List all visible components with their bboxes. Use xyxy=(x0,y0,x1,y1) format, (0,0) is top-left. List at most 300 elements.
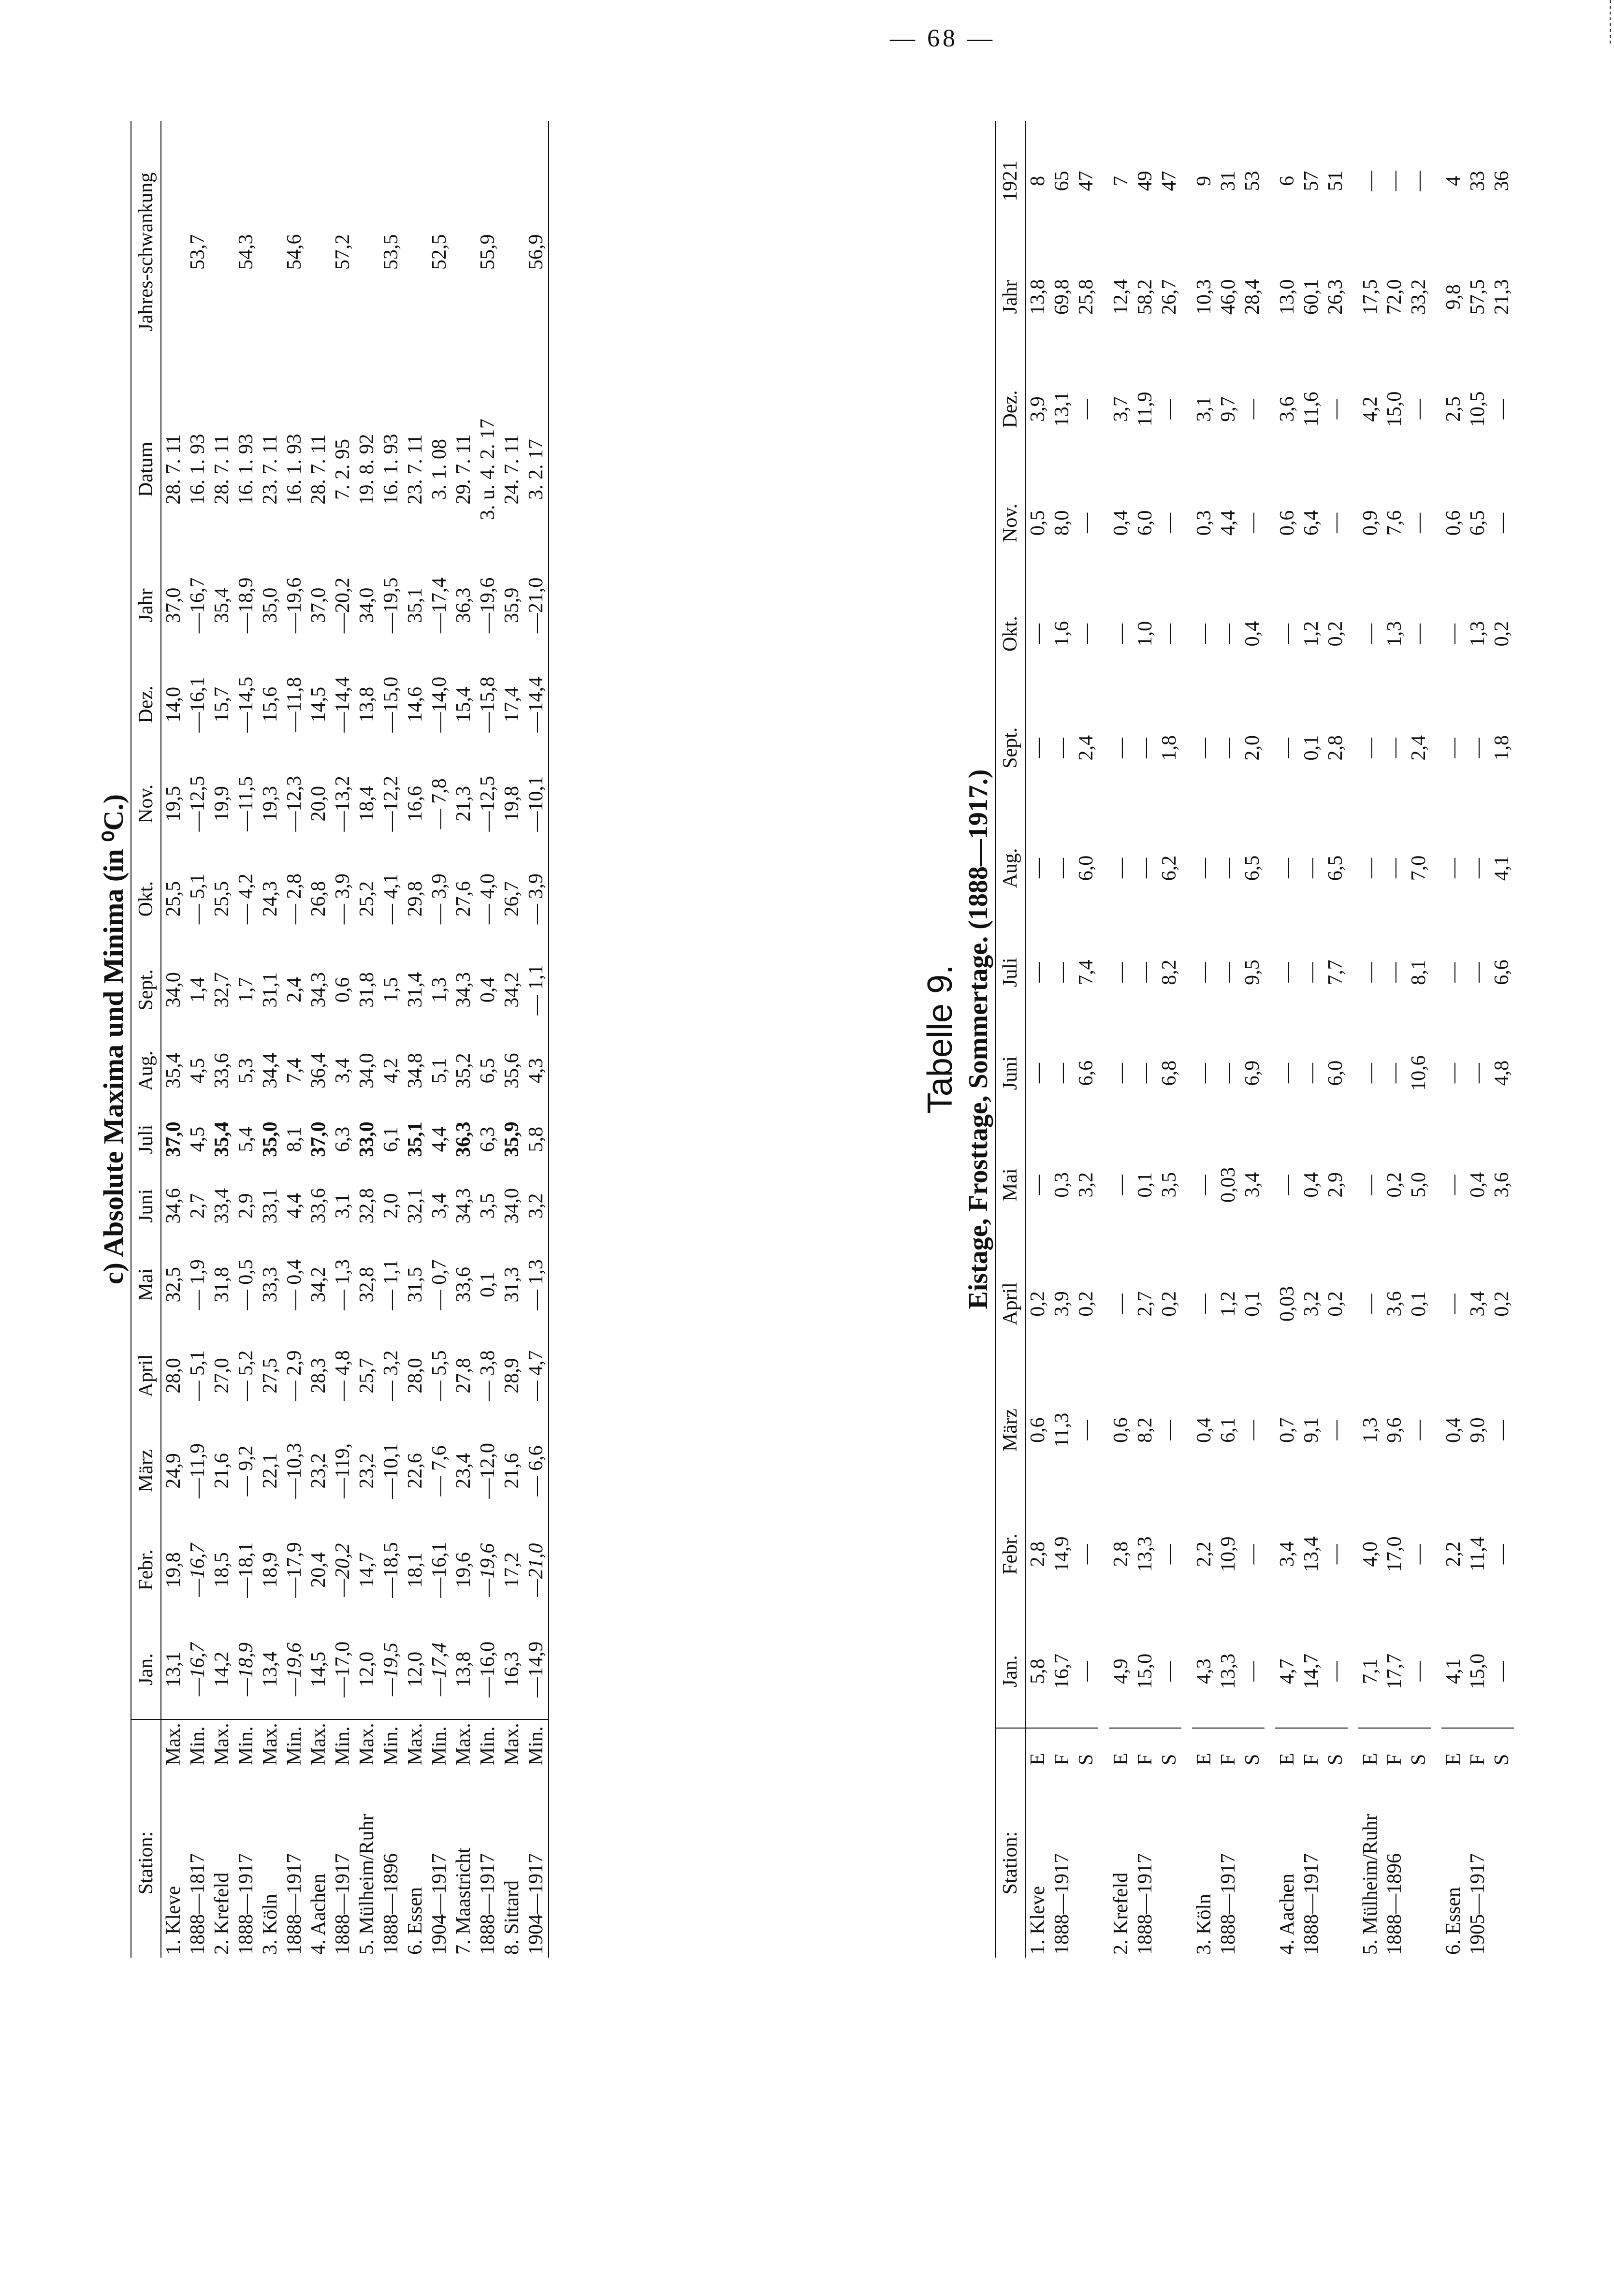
value-cell: 11,4 xyxy=(1467,1537,1489,1572)
value-cell: 0,6 xyxy=(1276,510,1298,536)
value-cell: 33,0 xyxy=(356,1121,378,1157)
table-row xyxy=(524,121,549,1958)
kind-cell: E xyxy=(1110,1753,1132,1765)
value-cell: — 2,8 xyxy=(283,873,305,925)
value-cell: 9,7 xyxy=(1217,396,1239,422)
value-cell: 2,7 xyxy=(187,1193,209,1219)
value-cell: — xyxy=(1383,962,1406,983)
value-cell: — xyxy=(1193,738,1215,758)
value-cell: — xyxy=(1324,1544,1347,1565)
value-cell: 47 xyxy=(1158,171,1180,191)
value-cell: 0,6 xyxy=(1027,1417,1049,1443)
value-cell: 15,4 xyxy=(452,686,475,723)
value-cell: 1,8 xyxy=(1158,735,1180,761)
value-cell: — xyxy=(1359,1293,1381,1314)
value-cell: 49 xyxy=(1134,171,1156,191)
value-cell: — xyxy=(1134,858,1156,878)
value-cell: —12,0 xyxy=(477,1443,499,1499)
value-cell: 8,0 xyxy=(1051,510,1073,536)
value-cell: — xyxy=(1193,1293,1215,1314)
value-cell: 53 xyxy=(1241,171,1264,191)
value-cell: 3,4 xyxy=(1276,1541,1298,1567)
gap-cell xyxy=(1431,121,1441,1958)
value-cell: 15,0 xyxy=(1466,1615,1490,1728)
value-cell: —18,5 xyxy=(380,1542,402,1598)
value-cell: — xyxy=(1359,858,1381,878)
group-gap xyxy=(1265,121,1275,1958)
value-cell: 8,2 xyxy=(1158,959,1180,985)
table-row xyxy=(1133,121,1157,1958)
value-cell: 34,4 xyxy=(259,1053,281,1089)
value-cell: 0,1 xyxy=(1241,1291,1264,1317)
value-cell: 13,3 xyxy=(1134,1536,1156,1572)
value-cell: 37,0 xyxy=(307,1121,330,1157)
value-cell: 1,3 xyxy=(1383,621,1406,647)
value-cell: —20,2 xyxy=(332,577,354,634)
value-cell: 5,1 xyxy=(428,1058,451,1084)
value-cell: 6,2 xyxy=(1158,855,1180,881)
value-cell: 31,3 xyxy=(501,1266,523,1303)
value-cell: 4,5 xyxy=(187,1126,209,1152)
value-cell: 4,4 xyxy=(428,1126,451,1152)
value-cell: 36,3 xyxy=(452,1121,475,1157)
table9-section xyxy=(918,121,1525,1958)
value-cell: 35,1 xyxy=(404,1121,426,1157)
value-cell: — xyxy=(1491,399,1513,420)
value-cell: — 5,1 xyxy=(187,873,209,925)
table-row xyxy=(234,121,258,1958)
value-cell: — xyxy=(1300,1063,1323,1084)
value-cell: 33,6 xyxy=(307,1188,330,1224)
value-cell: 0,6 xyxy=(332,977,354,1003)
value-cell: —12,5 xyxy=(187,776,209,832)
station-cell: 1888—1917 xyxy=(1217,1853,1239,1955)
kind-cell: E xyxy=(1276,1753,1298,1765)
value-cell: — xyxy=(1276,1175,1298,1195)
station-cell: 1888—1917 xyxy=(332,1853,354,1955)
value-cell: 6,4 xyxy=(1300,510,1323,536)
table-row xyxy=(1299,121,1323,1958)
value-cell: 16. 1. 93 xyxy=(187,434,209,505)
value-cell: 33,2 xyxy=(1408,279,1430,315)
value-cell: 33,3 xyxy=(259,1266,281,1303)
kind-cell: Max. xyxy=(211,1723,233,1765)
value-cell: 6,5 xyxy=(1241,855,1264,881)
value-cell: 13,8 xyxy=(1027,279,1049,315)
value-cell: 0,2 xyxy=(1324,1291,1347,1317)
value-cell: 2,4 xyxy=(283,977,305,1003)
value-cell: 2,8 xyxy=(1027,1541,1049,1567)
gap-cell xyxy=(1098,121,1109,1958)
value-cell: 8,1 xyxy=(283,1126,305,1152)
value-cell: — xyxy=(1241,1544,1264,1565)
value-cell: — xyxy=(1408,624,1430,644)
value-cell: 3,4 xyxy=(1467,1291,1489,1317)
value-cell: — xyxy=(1491,512,1513,533)
value-cell: 47 xyxy=(1075,171,1097,191)
value-cell: 3,2 xyxy=(524,1173,549,1239)
value-cell: 24. 7. 11 xyxy=(501,434,523,505)
value-cell: — xyxy=(1027,624,1049,644)
value-cell: — 3,9 xyxy=(524,853,549,944)
value-cell: —16,7 xyxy=(186,1620,210,1720)
value-cell: —11,8 xyxy=(283,677,305,732)
column-header: Sept. xyxy=(995,687,1025,809)
table-row xyxy=(451,121,476,1958)
value-cell: 34,0 xyxy=(356,587,378,624)
kind-cell: Max. xyxy=(356,1723,378,1765)
value-cell: — xyxy=(1300,858,1323,878)
value-cell: 4,1 xyxy=(1441,1615,1466,1728)
page-number: — 68 — xyxy=(890,25,995,52)
column-header: 1921 xyxy=(995,121,1025,241)
value-cell: 16,3 xyxy=(500,1620,524,1720)
value-cell: 3,4 xyxy=(332,1058,354,1084)
value-cell: 20,4 xyxy=(307,1552,330,1588)
value-cell: —17,4 xyxy=(428,577,451,634)
value-cell: 1,3 xyxy=(428,977,451,1003)
value-cell: — xyxy=(1158,1420,1180,1440)
value-cell: — xyxy=(1193,962,1215,983)
swing-cell xyxy=(403,121,427,383)
value-cell: 27,8 xyxy=(452,1358,475,1394)
value-cell: — xyxy=(1467,1063,1489,1084)
value-cell: — xyxy=(1051,962,1073,983)
value-cell: 26,7 xyxy=(501,881,523,917)
value-cell: 19. 8. 92 xyxy=(356,434,378,505)
value-cell: 6,5 xyxy=(1467,510,1489,536)
table-row xyxy=(258,121,282,1958)
value-cell: 1,5 xyxy=(380,977,402,1003)
value-cell: — 1,3 xyxy=(332,1259,354,1310)
value-cell: 36,4 xyxy=(307,1053,330,1089)
swing-cell: 53,5 xyxy=(380,234,402,270)
value-cell: 1,0 xyxy=(1134,621,1156,647)
table-row xyxy=(306,121,331,1958)
value-cell: 37,0 xyxy=(162,1121,185,1157)
station-cell xyxy=(1157,1768,1181,1958)
value-cell: 27,6 xyxy=(452,881,475,917)
value-cell: 6,0 xyxy=(1075,855,1097,881)
value-cell: 36 xyxy=(1491,171,1513,191)
value-cell: 21,3 xyxy=(1491,279,1513,315)
value-cell: 0,2 xyxy=(1383,1172,1406,1198)
value-cell: — 0,5 xyxy=(235,1259,257,1310)
value-cell: —19,6 xyxy=(282,1620,306,1720)
value-cell: 14,9 xyxy=(1051,1536,1073,1572)
value-cell: 0,6 xyxy=(1442,510,1465,536)
group-gap xyxy=(1514,121,1525,1958)
value-cell: 14,7 xyxy=(356,1552,378,1588)
value-cell: 6,5 xyxy=(477,1058,499,1084)
value-cell: — 7,8 xyxy=(428,778,451,829)
value-cell: — xyxy=(1276,738,1298,758)
value-cell: 28,4 xyxy=(1241,279,1264,315)
value-cell: 28,9 xyxy=(501,1358,523,1394)
swing-cell xyxy=(306,121,331,383)
value-cell: — xyxy=(1442,738,1465,758)
value-cell: 0,2 xyxy=(1491,621,1513,647)
value-cell: — xyxy=(1276,858,1298,878)
value-cell: — xyxy=(1217,858,1239,878)
table-row xyxy=(1323,121,1348,1958)
value-cell: 28,3 xyxy=(307,1358,330,1394)
value-cell: 2,0 xyxy=(380,1193,402,1219)
station-cell: 1888—1896 xyxy=(380,1853,402,1955)
swing-cell: 54,3 xyxy=(235,234,257,270)
kind-cell: Max. xyxy=(404,1723,426,1765)
value-cell: 33,4 xyxy=(211,1188,233,1224)
value-cell: — xyxy=(1408,1420,1430,1440)
column-header xyxy=(131,1720,161,1769)
value-cell: 3,1 xyxy=(332,1193,354,1219)
value-cell: 24,9 xyxy=(162,1453,185,1489)
value-cell: — xyxy=(1193,1175,1215,1195)
swing-cell xyxy=(258,121,282,383)
value-cell: 32,7 xyxy=(211,972,233,1008)
value-cell: — xyxy=(1383,1063,1406,1084)
value-cell: 22,6 xyxy=(404,1453,426,1489)
value-cell: 4,9 xyxy=(1109,1615,1133,1728)
value-cell: — xyxy=(1359,962,1381,983)
value-cell: 0,9 xyxy=(1359,510,1381,536)
kind-cell: Min. xyxy=(187,1726,209,1765)
station-cell: 5. Mülheim/Ruhr xyxy=(1359,1814,1381,1955)
table-row xyxy=(1275,121,1299,1958)
value-cell: 1,3 xyxy=(1467,621,1489,647)
column-header: Mai xyxy=(995,1129,1025,1241)
table-row xyxy=(1025,121,1050,1958)
value-cell: 9,0 xyxy=(1467,1417,1489,1443)
value-cell: 4,2 xyxy=(1359,396,1381,422)
swing-cell: 56,9 xyxy=(524,121,549,383)
value-cell: — xyxy=(1359,171,1381,191)
value-cell: — xyxy=(1467,858,1489,878)
station-cell xyxy=(1490,1768,1514,1958)
table9-subtitle: Eistage, Frosttage, Sommertage. (1888—1917.) xyxy=(963,769,993,1309)
table-row xyxy=(427,121,451,1958)
value-cell: 16. 1. 93 xyxy=(380,434,402,505)
value-cell: 14,6 xyxy=(404,686,426,723)
column-header: Okt. xyxy=(131,853,161,944)
gap-cell xyxy=(1181,121,1192,1958)
value-cell: 16,6 xyxy=(404,786,426,822)
value-cell: —19,6 xyxy=(477,577,499,634)
value-cell: 0,2 xyxy=(1027,1291,1049,1317)
value-cell: — xyxy=(1158,1544,1180,1565)
value-cell: — xyxy=(1383,738,1406,758)
value-cell: 25,5 xyxy=(162,881,185,917)
value-cell: —119, xyxy=(332,1443,354,1498)
value-cell: 0,2 xyxy=(1491,1291,1513,1317)
table-row xyxy=(1192,121,1216,1958)
kind-cell: S xyxy=(1075,1754,1097,1765)
value-cell: 10,3 xyxy=(1193,279,1215,315)
value-cell: — xyxy=(1158,512,1180,533)
value-cell: 0,2 xyxy=(1324,621,1347,647)
value-cell: 3,6 xyxy=(1491,1172,1513,1198)
column-header: Mai xyxy=(131,1239,161,1330)
value-cell: — 6,6 xyxy=(524,1421,549,1520)
swing-cell xyxy=(451,121,476,383)
value-cell: — 3,9 xyxy=(332,873,354,925)
column-header: Jahr xyxy=(131,556,161,655)
value-cell: —15,0 xyxy=(380,676,402,733)
value-cell: 18,5 xyxy=(211,1552,233,1588)
value-cell: 4,7 xyxy=(1275,1615,1299,1728)
swing-cell: 52,5 xyxy=(428,234,451,270)
value-cell: 26,3 xyxy=(1324,279,1347,315)
value-cell: 26,8 xyxy=(307,881,330,917)
value-cell: 26,7 xyxy=(1158,279,1180,315)
kind-cell: F xyxy=(1217,1754,1239,1765)
value-cell: —10,1 xyxy=(380,1443,402,1499)
value-cell: — xyxy=(1051,738,1073,758)
value-cell: 1,3 xyxy=(1359,1417,1381,1443)
value-cell: 37,0 xyxy=(162,587,185,624)
value-cell: 18,4 xyxy=(356,786,378,822)
value-cell: — xyxy=(1240,1615,1265,1728)
value-cell: —18,9 xyxy=(234,1620,258,1720)
value-cell: 33,1 xyxy=(259,1188,281,1224)
value-cell: 5,0 xyxy=(1408,1172,1430,1198)
kind-cell: Max. xyxy=(452,1723,475,1765)
value-cell: — xyxy=(1051,858,1073,878)
column-header: Jan. xyxy=(131,1620,161,1720)
column-header: Jan. xyxy=(995,1615,1025,1728)
value-cell: 2,8 xyxy=(1324,735,1347,761)
value-cell: 17,0 xyxy=(1383,1536,1406,1572)
value-cell: — 0,7 xyxy=(428,1259,451,1310)
value-cell: —12,5 xyxy=(477,776,499,832)
station-cell: 1888—1917 xyxy=(1300,1853,1323,1955)
column-header: März xyxy=(995,1367,1025,1493)
value-cell: 4,2 xyxy=(380,1058,402,1084)
value-cell: — 0,4 xyxy=(283,1259,305,1310)
value-cell: — xyxy=(1134,962,1156,983)
value-cell: 6,5 xyxy=(1324,855,1347,881)
value-cell: 34,0 xyxy=(356,1053,378,1089)
value-cell: 0,1 xyxy=(1300,735,1323,761)
table-row xyxy=(210,121,234,1958)
value-cell: — xyxy=(1408,171,1430,191)
value-cell: 2,0 xyxy=(1241,735,1264,761)
value-cell: — xyxy=(1134,1063,1156,1084)
table-row xyxy=(1074,121,1098,1958)
frost-days-table xyxy=(995,121,1525,1958)
value-cell: 0,7 xyxy=(1276,1417,1298,1443)
value-cell: — 3,9 xyxy=(428,873,451,925)
value-cell: — xyxy=(1075,1544,1097,1565)
value-cell: 28. 7. 11 xyxy=(162,434,185,505)
value-cell: —14,5 xyxy=(235,676,257,733)
value-cell: 23. 7. 11 xyxy=(404,434,426,505)
value-cell: 65 xyxy=(1051,171,1073,191)
value-cell: —19,6 xyxy=(477,1543,499,1597)
value-cell: — xyxy=(1323,1615,1348,1728)
value-cell: — xyxy=(1408,512,1430,533)
kind-cell: F xyxy=(1383,1754,1406,1765)
table-row xyxy=(355,121,379,1958)
value-cell: 9,5 xyxy=(1241,959,1264,985)
value-cell: 13,3 xyxy=(1216,1615,1240,1728)
value-cell: 33,6 xyxy=(211,1053,233,1089)
value-cell: — xyxy=(1491,1544,1513,1565)
column-header: Dez. xyxy=(131,655,161,754)
value-cell: — xyxy=(1110,738,1132,758)
value-cell: —15,8 xyxy=(477,676,499,733)
value-cell: — xyxy=(1075,399,1097,420)
value-cell: — xyxy=(1491,1420,1513,1440)
value-cell: — xyxy=(1490,1615,1514,1728)
value-cell: 3,6 xyxy=(1383,1291,1406,1317)
value-cell: 2,4 xyxy=(1408,735,1430,761)
value-cell: —16,7 xyxy=(187,577,209,634)
value-cell: 3,2 xyxy=(1300,1291,1323,1317)
value-cell: 33 xyxy=(1467,171,1489,191)
column-header: Juli xyxy=(131,1106,161,1173)
station-cell: 1888—1917 xyxy=(283,1853,305,1955)
value-cell: 2,9 xyxy=(1324,1172,1347,1198)
value-cell: 19,5 xyxy=(162,786,185,822)
station-cell: 1888—1917 xyxy=(235,1853,257,1955)
station-cell: 5. Mülheim/Ruhr xyxy=(356,1814,378,1955)
value-cell: 9,8 xyxy=(1442,284,1465,310)
value-cell: 13,0 xyxy=(1276,279,1298,315)
value-cell: 1,6 xyxy=(1051,621,1073,647)
table-row xyxy=(476,121,500,1958)
value-cell: 1,2 xyxy=(1300,621,1323,647)
column-header: Jahres-schwankung xyxy=(131,121,161,383)
value-cell: 6,1 xyxy=(380,1126,402,1152)
value-cell: — xyxy=(1110,1175,1132,1195)
column-header: Aug. xyxy=(995,809,1025,928)
value-cell: 1,8 xyxy=(1491,735,1513,761)
value-cell: 32,8 xyxy=(356,1266,378,1303)
value-cell: 18,1 xyxy=(404,1552,426,1588)
value-cell: — 1,9 xyxy=(187,1259,209,1310)
value-cell: 35,4 xyxy=(211,1121,233,1157)
value-cell: 4,3 xyxy=(524,1035,549,1106)
value-cell: — 5,5 xyxy=(428,1350,451,1401)
value-cell: 28. 7. 11 xyxy=(211,434,233,505)
value-cell: 25,2 xyxy=(356,881,378,917)
kind-cell: F xyxy=(1134,1754,1156,1765)
value-cell: 18,9 xyxy=(259,1552,281,1588)
value-cell: 35,9 xyxy=(501,1121,523,1157)
value-cell: 3,1 xyxy=(1193,396,1215,422)
swing-cell: 54,6 xyxy=(283,234,305,270)
value-cell: 7,7 xyxy=(1324,959,1347,985)
value-cell: 34,3 xyxy=(307,972,330,1008)
value-cell: — 4,0 xyxy=(477,873,499,925)
value-cell: 7,0 xyxy=(1408,855,1430,881)
column-header: Juni xyxy=(131,1173,161,1239)
kind-cell: E xyxy=(1193,1753,1215,1765)
value-cell: 0,4 xyxy=(1442,1417,1465,1443)
value-cell: — 4,7 xyxy=(524,1330,549,1421)
value-cell: 6,6 xyxy=(1491,959,1513,985)
value-cell: 28,0 xyxy=(162,1358,185,1394)
value-cell: —13,2 xyxy=(332,776,354,832)
value-cell: —17,4 xyxy=(427,1620,451,1720)
table9-body xyxy=(1025,121,1525,1958)
value-cell: —14,4 xyxy=(524,655,549,754)
value-cell: — xyxy=(1217,738,1239,758)
value-cell: — xyxy=(1442,1175,1465,1195)
value-cell: 13,1 xyxy=(161,1620,186,1720)
value-cell: 57,5 xyxy=(1467,279,1489,315)
